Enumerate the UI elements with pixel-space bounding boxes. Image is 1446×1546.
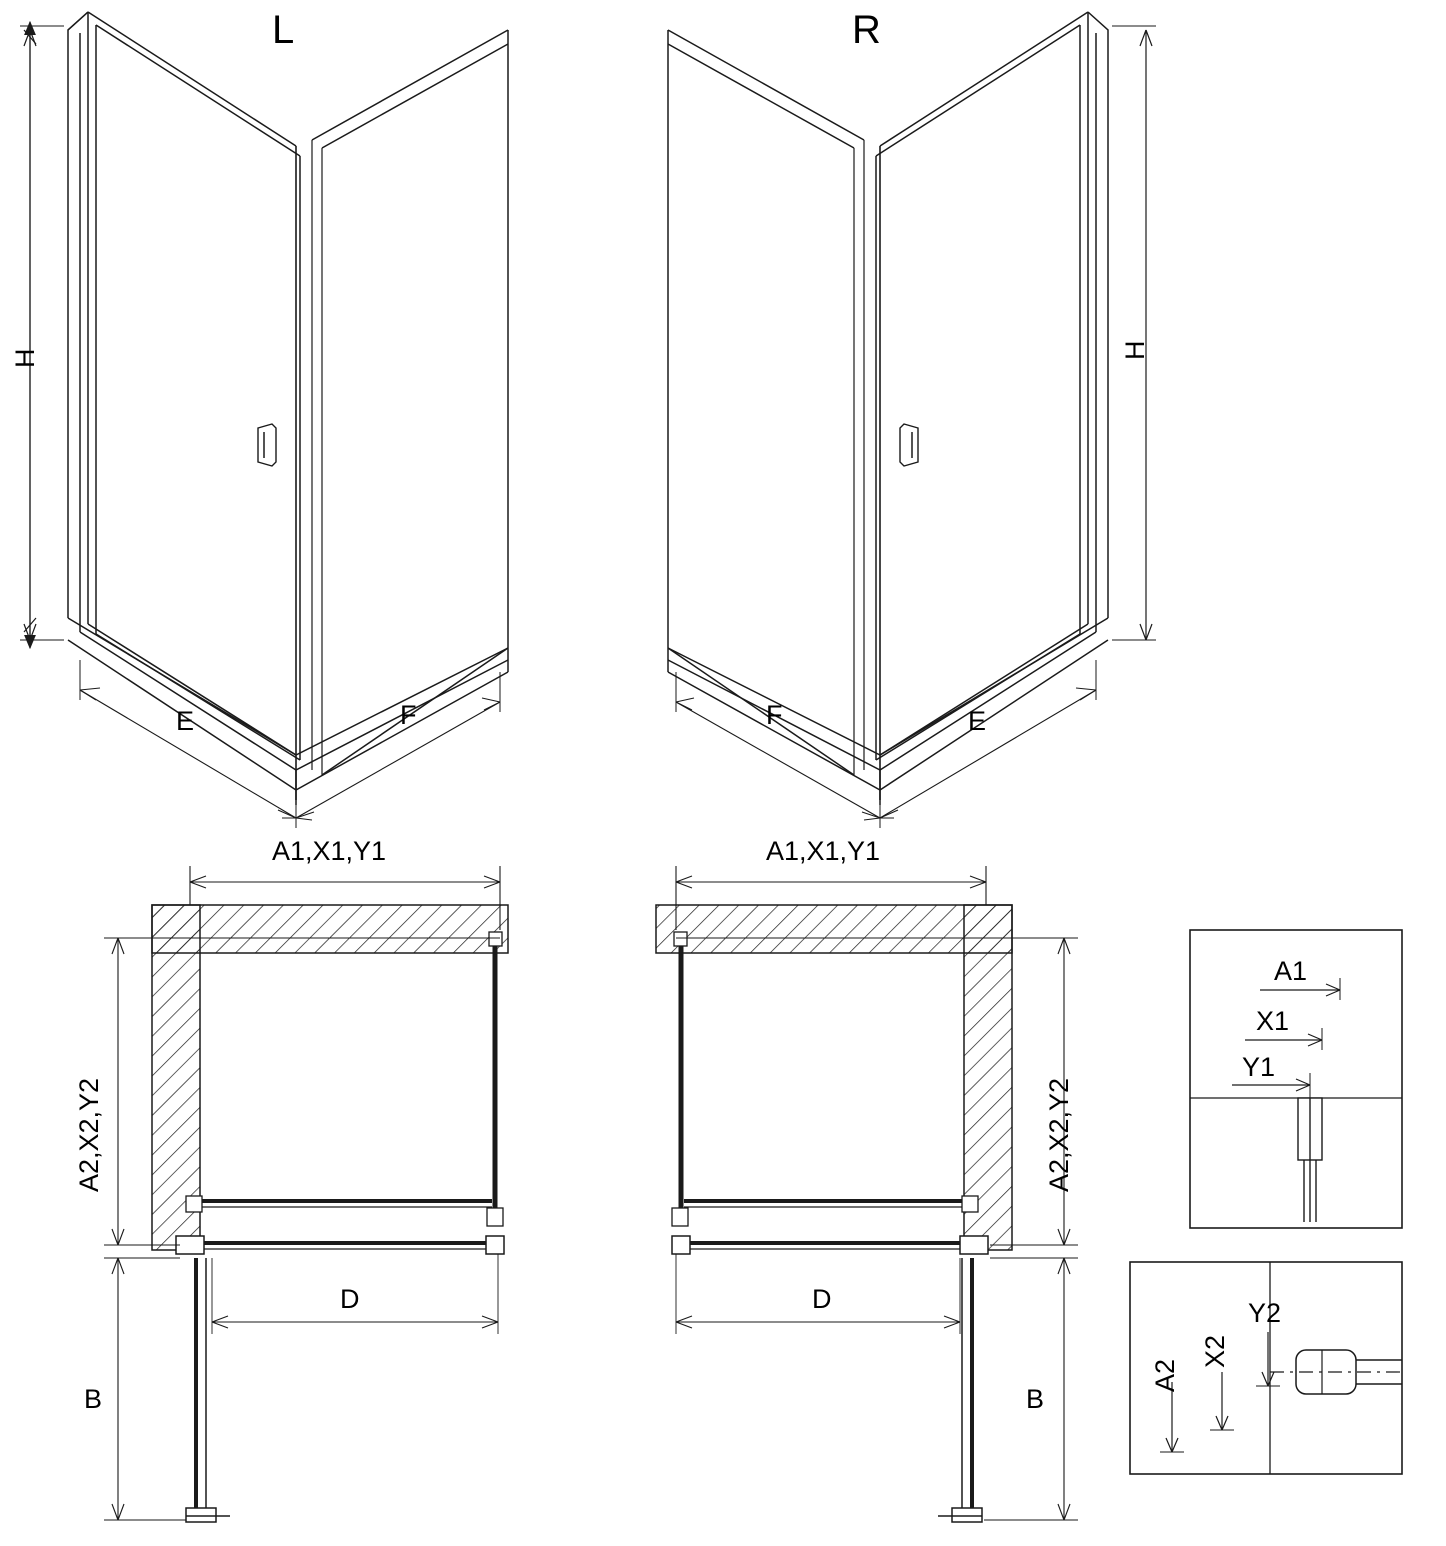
plan-right-dims	[676, 866, 1078, 1520]
plan-right-side-dim: A2,X2,Y2	[1044, 1077, 1074, 1192]
iso-left-base-dims	[80, 660, 500, 828]
iso-left-height-label: H	[10, 348, 40, 368]
plan-left-side-dim: A2,X2,Y2	[74, 1077, 104, 1192]
detail-bottom-label-x2: X2	[1200, 1334, 1230, 1368]
iso-right-height-dim	[1112, 26, 1156, 640]
detail-top-label-a1: A1	[1274, 956, 1308, 986]
iso-right-title: R	[852, 8, 881, 52]
iso-left-height-dim	[20, 22, 64, 648]
detail-bottom-label-a2: A2	[1150, 1358, 1180, 1392]
iso-left-geometry	[68, 8, 508, 805]
iso-right-height-label: H	[1120, 340, 1150, 360]
plan-right-top-dim: A1,X1,Y1	[766, 836, 881, 866]
plan-right-door-dim: D	[812, 1284, 832, 1314]
detail-bottom-label-y2: Y2	[1248, 1298, 1282, 1328]
iso-left-title: L	[272, 8, 295, 52]
detail-top-label-x1: X1	[1256, 1006, 1290, 1036]
iso-right-label-f: F	[766, 700, 783, 730]
iso-right-base-dims	[676, 660, 1096, 828]
plan-right-swing-dim: B	[1026, 1384, 1045, 1414]
plan-left-top-dim: A1,X1,Y1	[272, 836, 387, 866]
iso-left-label-f: F	[400, 700, 417, 730]
iso-right-geometry	[668, 8, 1108, 805]
plan-right-geometry	[656, 905, 1012, 1522]
plan-left-geometry	[152, 905, 508, 1522]
iso-right-label-e: E	[968, 706, 987, 736]
plan-left-door-dim: D	[340, 1284, 360, 1314]
iso-left-label-e: E	[176, 706, 195, 736]
plan-left-swing-dim: B	[84, 1384, 103, 1414]
detail-top-label-y1: Y1	[1242, 1052, 1276, 1082]
